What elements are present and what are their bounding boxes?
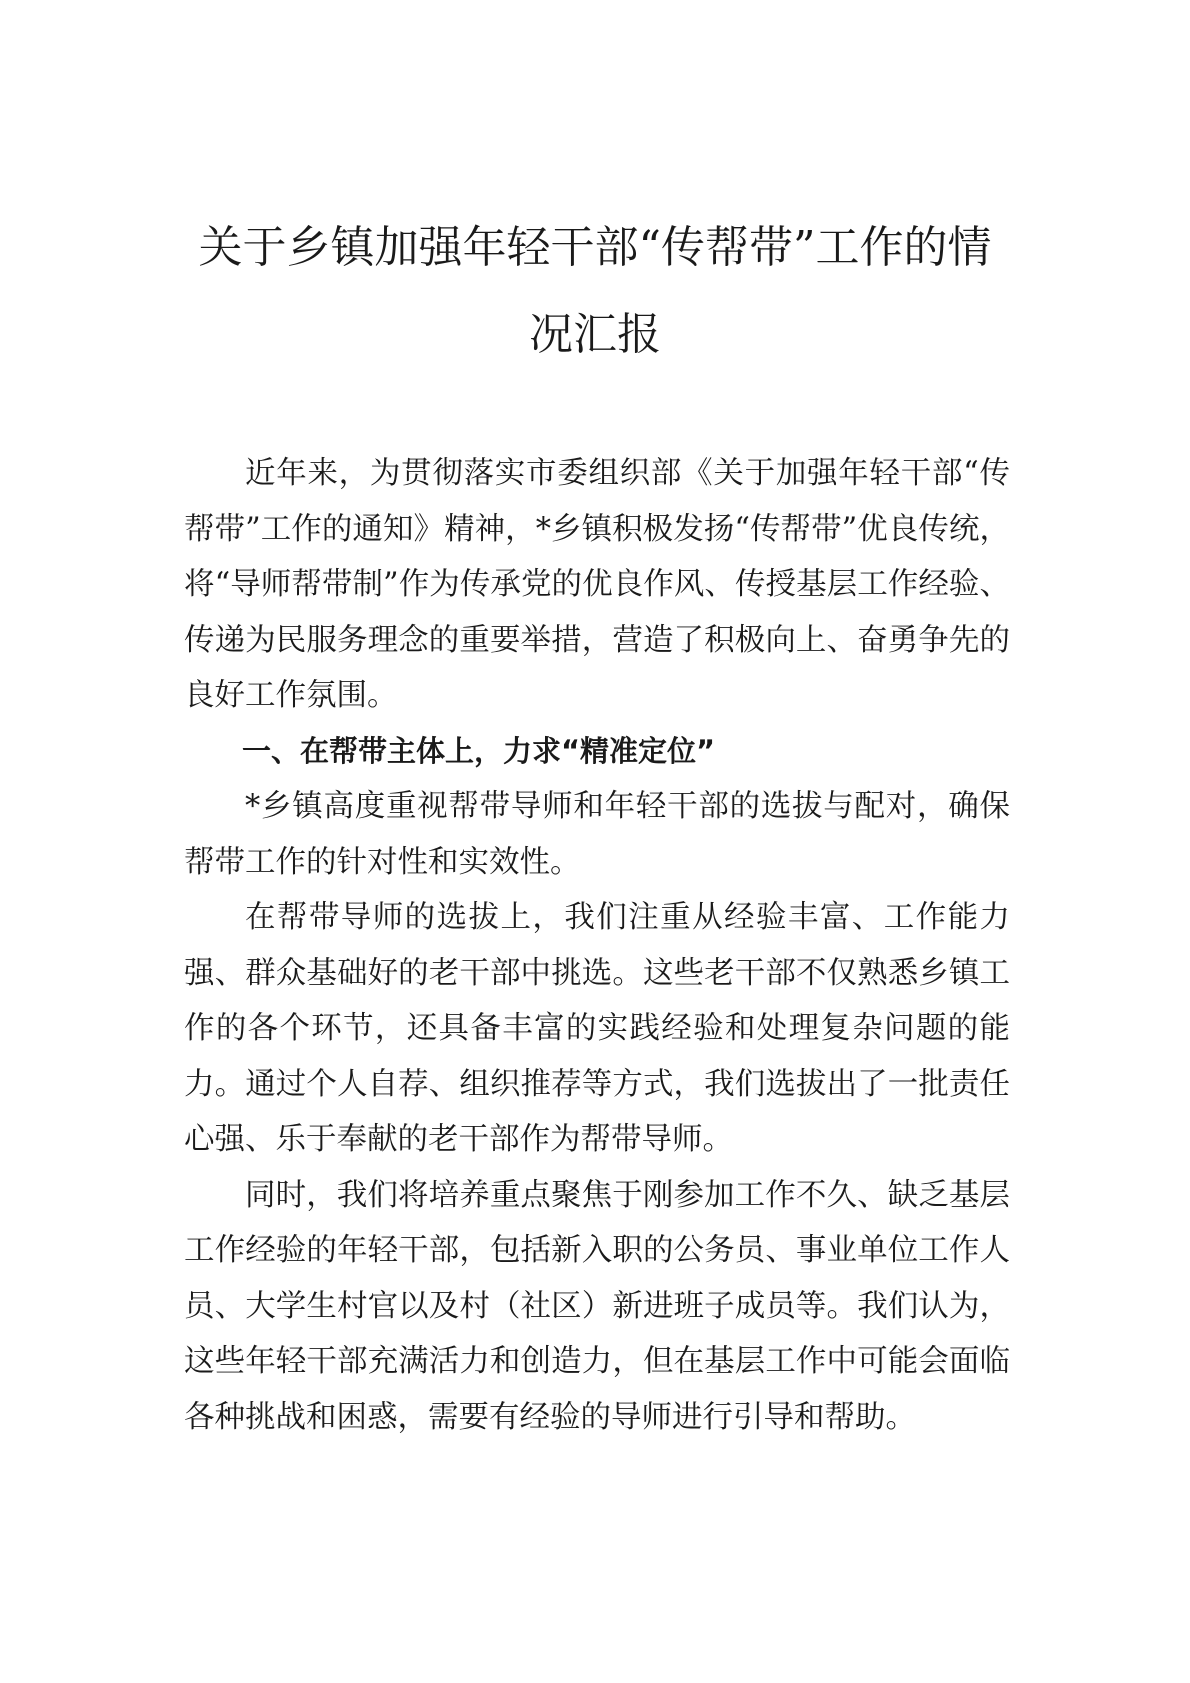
document-title-line-2: 况汇报 (529, 309, 661, 360)
document-title-line-1: 关于乡镇加强年轻干部“传帮带”工作的情 (198, 222, 992, 273)
body-paragraph: 同时，我们将培养重点聚焦于刚参加工作不久、缺乏基层工作经验的年轻干部，包括新入职的公务员、事业单位工作人员、大学生村官以及村（社区）新进班子成员等。我们认为，这些年轻干部充满活力和创造力，但在基层工作中可能会面临各种挑战和困惑，需要有经验的导师进行引导和帮助。 (184, 1177, 1010, 1435)
intro-paragraph: 近年来，为贯彻落实市委组织部《关于加强年轻干部“传帮带”工作的通知》精神，*乡镇积极发扬“传帮带”优良传统，将“导师帮带制”作为传承党的优良作风、传授基层工作经验、传递为民服务理念的重要举措，营造了积极向上、奋勇争先的良好工作氛围。 (184, 456, 1010, 713)
body-paragraph: 在帮带导师的选拔上，我们注重从经验丰富、工作能力强、群众基础好的老干部中挑选。这些老干部不仅熟悉乡镇工作的各个环节，还具备丰富的实践经验和处理复杂问题的能力。通过个人自荐、组织推荐等方式，我们选拔出了一批责任心强、乐于奉献的老干部作为帮带导师。 (184, 900, 1010, 1157)
section-heading-1: 一、在帮带主体上，力求“精准定位” (242, 733, 716, 768)
body-paragraph: *乡镇高度重视帮带导师和年轻干部的选拔与配对，确保帮带工作的针对性和实效性。 (184, 789, 1010, 880)
document-body (184, 446, 1010, 1445)
